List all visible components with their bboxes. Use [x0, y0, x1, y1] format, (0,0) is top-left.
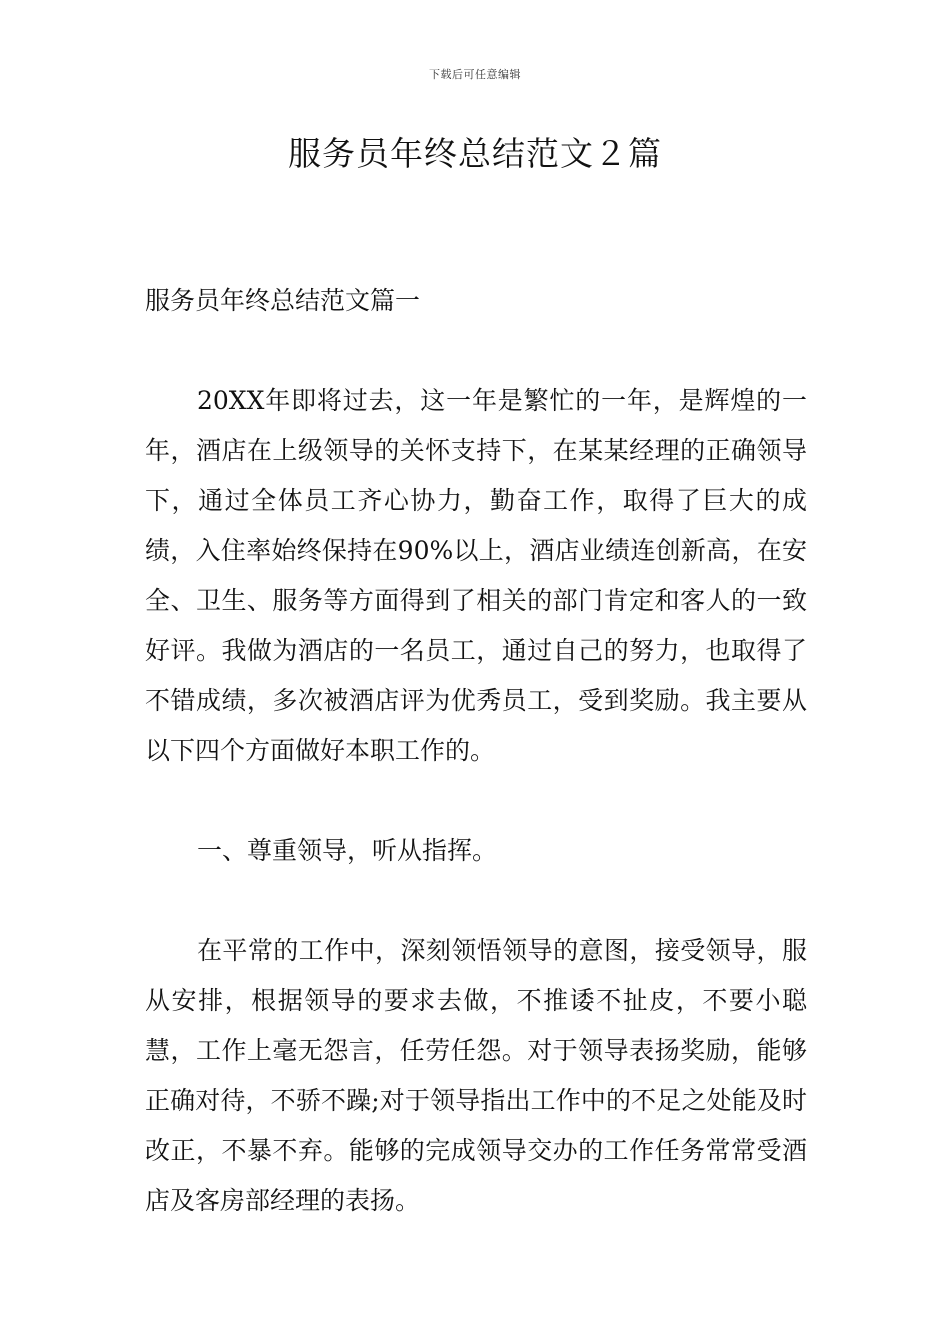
section-title: 服务员年终总结范文篇一 — [145, 286, 421, 315]
document-title: 服务员年终总结范文２篇 — [288, 134, 662, 173]
document-body — [145, 276, 807, 1226]
paragraph-respect-leaders: 在平常的工作中，深刻领悟领导的意图，接受领导，服从安排，根据领导的要求去做，不推诿不扯皮，不要小聪慧，工作上毫无怨言，任劳任怨。对于领导表扬奖励，能够正确对待，不骄不躁;对于领导指出工作中的不足之处能及时改正，不暴不弃。能够的完成领导交办的工作任务常常受酒店及客房部经理的表扬。 — [145, 936, 807, 1215]
paragraph-intro: 20XX年即将过去，这一年是繁忙的一年，是辉煌的一年，酒店在上级领导的关怀支持下，在某某经理的正确领导下，通过全体员工齐心协力，勤奋工作，取得了巨大的成绩，入住率始终保持在90%以上，酒店业绩连创新高，在安全、卫生、服务等方面得到了相关的部门肯定和客人的一致好评。我做为酒店的一名员工，通过自己的努力，也取得了不错成绩，多次被酒店评为优秀员工，受到奖励。我主要从以下四个方面做好本职工作的。 — [145, 386, 807, 765]
header-note: 下载后可任意编辑 — [429, 68, 521, 81]
subheading-respect-leaders: 一、尊重领导，听从指挥。 — [197, 836, 498, 865]
